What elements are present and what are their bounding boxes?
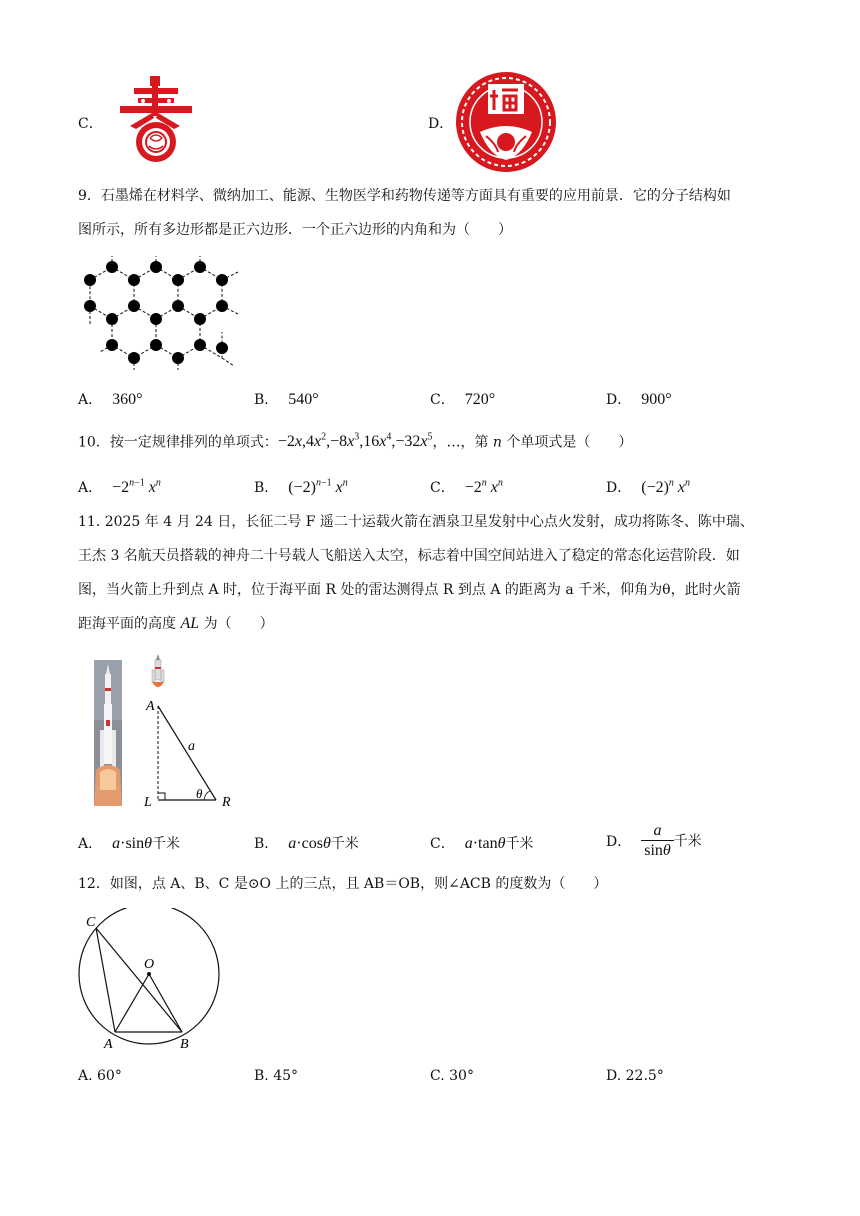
label-b: B <box>180 1037 189 1052</box>
q8-option-c-label: C． <box>78 116 103 132</box>
rocket-photo <box>94 660 122 806</box>
q12-question: 12．如图，点 A、B、C 是⊙O 上的三点，且 AB＝OB，则∠ACB 的度数为（ ） <box>78 876 608 892</box>
q9-option-d[interactable]: D． 900° <box>606 391 672 408</box>
q12-option-b[interactable]: B. 45° <box>254 1068 299 1084</box>
label-a: A <box>104 1037 113 1052</box>
label-o: O <box>144 957 155 972</box>
label-a-side: a <box>188 739 195 754</box>
graphene-structure-figure <box>78 254 248 374</box>
label-r-point: R <box>222 795 231 810</box>
label-theta: θ <box>196 786 203 801</box>
small-rocket-icon <box>152 654 164 687</box>
q11-option-a[interactable]: A． a·sinθ千米 <box>78 835 180 852</box>
q11-text-line1: 11. 2025 年 4 月 24 日，长征二号 F 遥二十运载火箭在酒泉卫星发射中心点火发射，成功将陈冬、陈中瑞、 <box>78 514 754 530</box>
q9-option-b[interactable]: B． 540° <box>254 391 319 408</box>
q10-option-c[interactable]: C． $-2^n$ $x^n$ <box>430 478 503 497</box>
chun-papercut-image <box>116 74 196 164</box>
q9-text-line1: 9．石墨烯在材料学、微纳加工、能源、生物医学和药物传递等方面具有重要的应用前景．它的分子结构如 <box>78 188 731 204</box>
q10-option-a[interactable]: A． $-2^{n-1}$ $x^n$ <box>78 478 161 497</box>
q9-option-a[interactable]: A． 360° <box>78 391 143 408</box>
q11-text-line4: 距海平面的高度 AL 为（ ） <box>78 615 274 632</box>
q11-text-line3: 图，当火箭上升到点 A 时，位于海平面 R 处的雷达测得点 R 到点 A 的距离为 a 千米，仰角为θ，此时火箭 <box>78 582 741 598</box>
fu-papercut-image <box>452 70 560 174</box>
label-a-point: A <box>146 699 155 714</box>
q12-option-a[interactable]: A. 60° <box>78 1068 122 1084</box>
q10-option-d[interactable]: D． $(-2)^n$ $x^n$ <box>606 478 691 497</box>
q9-option-c[interactable]: C． 720° <box>430 391 496 408</box>
q11-option-b[interactable]: B． a·cosθ千米 <box>254 835 359 852</box>
label-c: C <box>86 915 96 930</box>
label-l-point: L <box>144 795 152 810</box>
q11-option-c[interactable]: C． a·tanθ千米 <box>430 835 534 852</box>
q9-text-line2: 图所示，所有多边形都是正六边形．一个正六边形的内角和为（ ） <box>78 222 512 238</box>
q10-question: 10．按一定规律排列的单项式：$-2x,4x^2,-8x^3,16x^4,-32x^5$，…，第 n 个单项式是（ ） <box>78 432 633 451</box>
q12-option-d[interactable]: D. 22.5° <box>606 1068 664 1084</box>
q10-option-b[interactable]: B． $(-2)^{n-1}$ $x^n$ <box>254 478 348 497</box>
q11-option-d[interactable]: D． $\frac{a}{\sin\theta}$ 千米 <box>606 822 702 859</box>
q8-option-d-label: D． <box>428 116 454 132</box>
q12-option-c[interactable]: C. 30° <box>430 1068 474 1084</box>
circle-figure <box>70 908 230 1056</box>
rocket-triangle-figure <box>140 652 240 812</box>
q10-sequence: $-2x,4x^2,-8x^3,16x^4,-32x^5$ <box>277 432 433 451</box>
q11-text-line2: 王杰 3 名航天员搭载的神舟二十号载人飞船送入太空，标志着中国空间站进入了稳定的常态化运营阶段．如 <box>78 548 740 564</box>
